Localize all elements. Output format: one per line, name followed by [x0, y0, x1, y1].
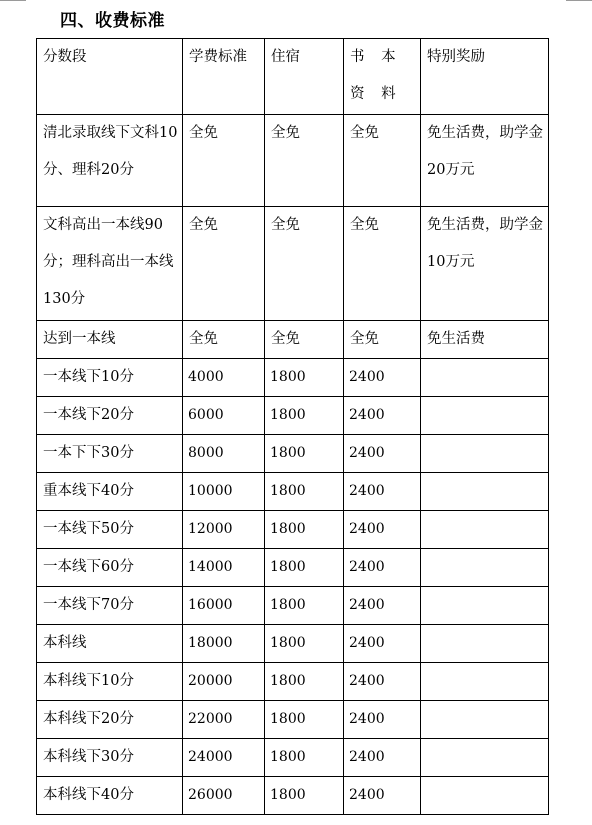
cell-score: 本科线下20分: [37, 701, 183, 739]
table-row: [37, 207, 549, 321]
table-row: [37, 777, 549, 815]
cell-books: 2400: [344, 511, 421, 549]
cell-tuition: 全免: [183, 207, 265, 321]
header-tuition: 学费标准: [183, 39, 265, 115]
table-header-row: [37, 39, 549, 115]
cell-books: 2400: [344, 359, 421, 397]
cell-dorm: 全免: [265, 321, 344, 359]
cell-award: [421, 359, 549, 397]
table-row: [37, 587, 549, 625]
cell-books: 2400: [344, 397, 421, 435]
cell-tuition: 全免: [183, 321, 265, 359]
cell-award: [421, 777, 549, 815]
cell-dorm: 1800: [265, 511, 344, 549]
cell-books: 2400: [344, 549, 421, 587]
table-row: [37, 397, 549, 435]
cell-score: 清北录取线下文科10分、理科20分: [37, 115, 183, 207]
cell-dorm: 1800: [265, 359, 344, 397]
cell-score: 本科线下40分: [37, 777, 183, 815]
cell-books: 2400: [344, 777, 421, 815]
cell-tuition: 26000: [183, 777, 265, 815]
cell-score: 一本线下20分: [37, 397, 183, 435]
cell-books: 2400: [344, 435, 421, 473]
cell-award: [421, 511, 549, 549]
cell-dorm: 1800: [265, 587, 344, 625]
cell-books: 2400: [344, 663, 421, 701]
cell-score: 一本下下30分: [37, 435, 183, 473]
cell-tuition: 18000: [183, 625, 265, 663]
cell-score: 本科线: [37, 625, 183, 663]
cell-award: 免生活费，助学金10万元: [421, 207, 549, 321]
table-row: [37, 321, 549, 359]
cell-books: 全免: [344, 321, 421, 359]
cell-tuition: 6000: [183, 397, 265, 435]
table-row: [37, 473, 549, 511]
cell-tuition: 4000: [183, 359, 265, 397]
cell-books: 全免: [344, 115, 421, 207]
cell-award: [421, 625, 549, 663]
cell-books: 2400: [344, 473, 421, 511]
table-row: [37, 359, 549, 397]
header-score: 分数段: [37, 39, 183, 115]
header-award: 特别奖励: [421, 39, 549, 115]
cell-tuition: 20000: [183, 663, 265, 701]
cell-tuition: 24000: [183, 739, 265, 777]
cell-dorm: 1800: [265, 473, 344, 511]
cell-dorm: 1800: [265, 701, 344, 739]
cell-award: [421, 739, 549, 777]
cell-books: 2400: [344, 739, 421, 777]
cell-books: 全免: [344, 207, 421, 321]
cell-score: 一本线下10分: [37, 359, 183, 397]
cell-tuition: 22000: [183, 701, 265, 739]
cell-score: 一本线下50分: [37, 511, 183, 549]
cell-award: 免生活费，助学金20万元: [421, 115, 549, 207]
fee-standard-table: [36, 38, 549, 815]
cell-award: [421, 549, 549, 587]
cell-dorm: 1800: [265, 435, 344, 473]
cell-dorm: 1800: [265, 625, 344, 663]
header-dorm: 住宿: [265, 39, 344, 115]
cell-dorm: 1800: [265, 397, 344, 435]
cell-award: [421, 587, 549, 625]
cell-award: [421, 473, 549, 511]
cell-tuition: 8000: [183, 435, 265, 473]
cell-dorm: 全免: [265, 115, 344, 207]
cell-tuition: 14000: [183, 549, 265, 587]
table-row: [37, 511, 549, 549]
cell-score: 达到一本线: [37, 321, 183, 359]
page-corner-mark-left: [0, 0, 26, 1]
cell-books: 2400: [344, 701, 421, 739]
page-corner-mark-right: [566, 0, 592, 1]
table-row: [37, 625, 549, 663]
cell-award: 免生活费: [421, 321, 549, 359]
cell-dorm: 1800: [265, 777, 344, 815]
table-row: [37, 701, 549, 739]
cell-dorm: 1800: [265, 739, 344, 777]
cell-award: [421, 397, 549, 435]
cell-score: 一本线下60分: [37, 549, 183, 587]
cell-award: [421, 435, 549, 473]
cell-score: 重本线下40分: [37, 473, 183, 511]
table-row: [37, 549, 549, 587]
cell-score: 文科高出一本线90分；理科高出一本线130分: [37, 207, 183, 321]
cell-tuition: 10000: [183, 473, 265, 511]
cell-tuition: 16000: [183, 587, 265, 625]
cell-score: 本科线下30分: [37, 739, 183, 777]
cell-tuition: 12000: [183, 511, 265, 549]
cell-dorm: 1800: [265, 549, 344, 587]
cell-books: 2400: [344, 587, 421, 625]
table-row: [37, 739, 549, 777]
cell-award: [421, 663, 549, 701]
table-row: [37, 435, 549, 473]
cell-dorm: 1800: [265, 663, 344, 701]
header-books: 书 本 资 料: [344, 39, 421, 115]
cell-dorm: 全免: [265, 207, 344, 321]
cell-score: 一本线下70分: [37, 587, 183, 625]
cell-tuition: 全免: [183, 115, 265, 207]
table-row: [37, 115, 549, 207]
cell-score: 本科线下10分: [37, 663, 183, 701]
cell-award: [421, 701, 549, 739]
table-row: [37, 663, 549, 701]
cell-books: 2400: [344, 625, 421, 663]
section-title: 四、收费标准: [60, 11, 165, 31]
